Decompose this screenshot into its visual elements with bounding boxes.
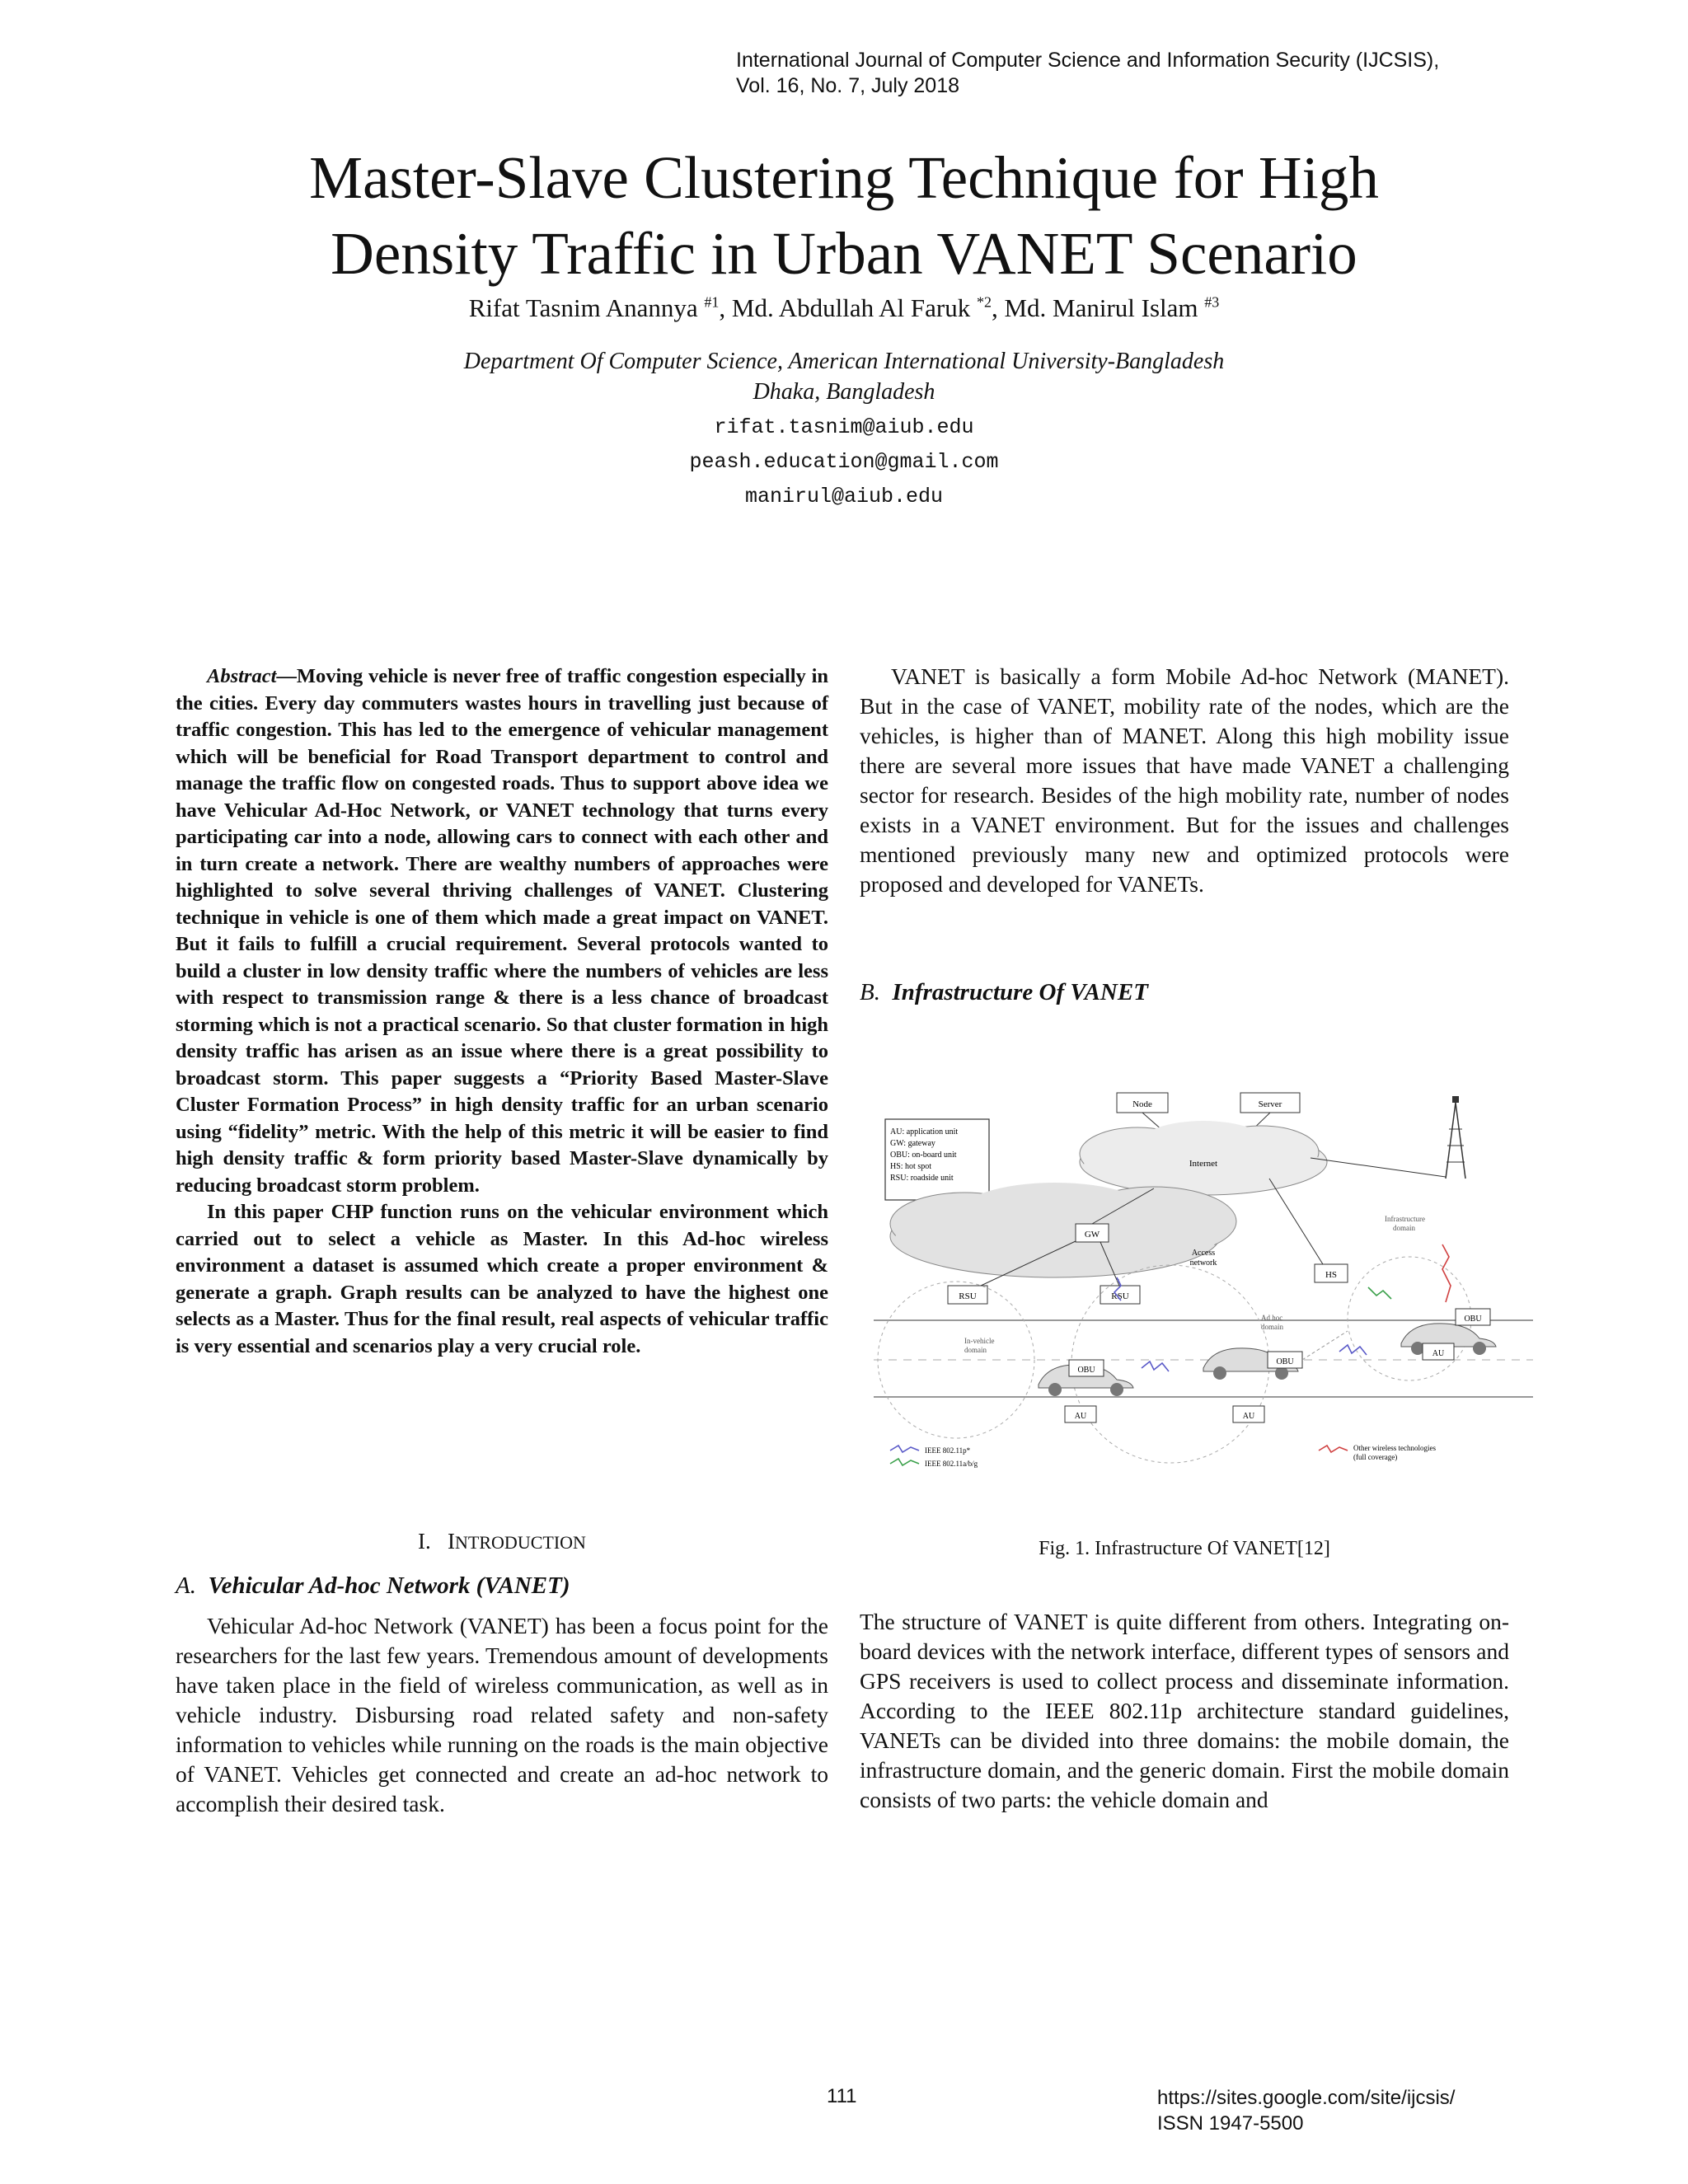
legend-ieee-abg: IEEE 802.11a/b/g xyxy=(925,1460,978,1468)
subsection-title: Vehicular Ad-hoc Network (VANET) xyxy=(208,1572,570,1599)
legend-item: OBU: on-board unit xyxy=(890,1151,957,1160)
page-number: 111 xyxy=(827,2085,857,2107)
legend-item: AU: application unit xyxy=(890,1127,959,1137)
journal-url-link[interactable]: https://sites.google.com/site/ijcsis/ xyxy=(1157,2087,1456,2109)
author-name: Md. Abdullah Al Faruk xyxy=(731,293,971,322)
hs-label: HS xyxy=(1325,1270,1338,1280)
server-label: Server xyxy=(1258,1099,1282,1109)
legend-other-wireless-2: (full coverage) xyxy=(1353,1453,1398,1461)
adhoc-domain-label-2: domain xyxy=(1261,1323,1283,1331)
obu-label: OBU xyxy=(1276,1357,1294,1366)
right-column-top xyxy=(860,662,1509,899)
journal-volume: Vol. 16, No. 7, July 2018 xyxy=(736,74,960,97)
invehicle-label-1: In-vehicle xyxy=(964,1337,995,1345)
body-paragraph: The structure of VANET is quite different from others. Integrating on-board devices with the network interface, different types of sensors and GPS receivers is used to collect process and disseminate information. According to the IEEE 802.11p architecture standard guidelines, VANETs can be divided into three domains: the mobile domain, the infrastructure domain, and the generic domain. First the mobile domain consists of two parts: the vehicle domain and xyxy=(860,1609,1509,1812)
subsection-heading-vanet xyxy=(176,1572,570,1600)
abstract-paragraph xyxy=(176,663,828,1199)
journal-name: International Journal of Computer Science and Information Security (IJCSIS), xyxy=(736,49,1440,72)
au-label: AU xyxy=(1432,1349,1445,1358)
author-list: Rifat Tasnim Anannya $^{\#1}$, Md. Abdullah Al Faruk $^{*2}$, Md. Manirul Islam $^{\#3}$ xyxy=(468,293,1220,322)
email-link[interactable]: manirul@aiub.edu xyxy=(744,485,944,509)
access-network-cloud xyxy=(890,1183,1236,1277)
figure-caption: Fig. 1. Infrastructure Of VANET[12] xyxy=(1039,1538,1330,1559)
section-title-rest: NTRODUCTION xyxy=(455,1532,586,1553)
invehicle-label-2: domain xyxy=(964,1346,987,1354)
obu-label: OBU xyxy=(1464,1315,1482,1324)
body-paragraph: VANET is basically a form Mobile Ad-hoc Network (MANET). But in the case of VANET, mobility rate of the nodes, which are the vehicles, is higher than of MANET. Along this high mobility issue there are several more issues that have made VANET a challenging sector for research. Besides of the high mobility rate, number of nodes exists in a VANET environment. But for the issues and challenges mentioned previously many new and optimized protocols were proposed and developed for VANETs. xyxy=(860,663,1509,897)
au-label: AU xyxy=(1074,1412,1087,1421)
author-mark: *2 xyxy=(976,293,992,311)
title-line-2: Density Traffic in Urban VANET Scenario xyxy=(331,220,1357,287)
abstract-text: —Moving vehicle is never free of traffic congestion especially in the cities. Every day commuters wastes hours in travelling just because of traffic congestion. This has led to the emergence of vehicular management which will be beneficial for Road Transport department to control and manage the traffic flow on congested roads. Thus to support above idea we have Vehicular Ad-Hoc Network, or VANET technology that turns every participating car into a node, allowing cars to connect with each other and in turn create a network. There are wealthy numbers of approaches were highlighted to solve several thriving challenges of VANET. Clustering technique in vehicle is one of them which made a great impact on VANET. But it fails to fulfill a crucial requirement. Several protocols wanted to build a cluster in low density traffic where the numbers of vehicles are less with respect to transmission range & there is a less chance of broadcast storming which is not a practical scenario. So that cluster formation in high density traffic has arisen as an issue where there is a great possibility to broadcast storm. This paper suggests a “Priority Based Master-Slave Cluster Formation Process” in high density traffic for an urban scenario using “fidelity” metric. With the help of this metric it will be easier to find high density traffic & form priority based Master-Slave dynamically by reducing broadcast storm problem. xyxy=(176,665,828,1197)
legend-other-wireless-1: Other wireless technologies xyxy=(1353,1444,1436,1452)
affiliation-line-1: Department Of Computer Science, American International University-Bangladesh xyxy=(463,349,1225,374)
infra-domain-label-2: domain xyxy=(1393,1224,1415,1232)
au-label: AU xyxy=(1242,1412,1255,1421)
rsu-label: RSU xyxy=(959,1291,977,1301)
abstract xyxy=(176,663,828,1360)
access-label-2: network xyxy=(1189,1258,1217,1268)
internet-cloud xyxy=(1080,1121,1327,1195)
node-label: Node xyxy=(1132,1099,1152,1109)
journal-header xyxy=(736,48,1439,99)
title-line-1: Master-Slave Clustering Technique for High xyxy=(309,144,1379,211)
paper-title xyxy=(165,140,1523,292)
access-label-1: Access xyxy=(1191,1249,1216,1258)
obu-label: OBU xyxy=(1077,1366,1095,1375)
infra-domain-label-1: Infrastructure xyxy=(1385,1215,1425,1223)
legend-item: RSU: roadside unit xyxy=(890,1174,954,1183)
gw-label: GW xyxy=(1084,1230,1100,1240)
affiliation-line-2: Dhaka, Bangladesh xyxy=(753,379,935,405)
abstract-label: Abstract xyxy=(207,665,277,687)
affiliation xyxy=(165,346,1523,407)
author-name: Rifat Tasnim Anannya xyxy=(468,293,698,322)
subsection-number: A. xyxy=(176,1572,196,1599)
email-link[interactable]: rifat.tasnim@aiub.edu xyxy=(714,415,974,439)
rsu-label: RSU xyxy=(1111,1291,1129,1301)
section-title-initial: I xyxy=(448,1529,456,1554)
subsection-title: Infrastructure Of VANET xyxy=(892,979,1148,1005)
section-heading-introduction xyxy=(176,1529,828,1554)
email-link[interactable]: peash.education@gmail.com xyxy=(689,450,999,474)
footer-info xyxy=(1157,2085,1455,2136)
author-mark: #3 xyxy=(1204,293,1220,311)
tower-icon xyxy=(1446,1096,1465,1179)
body-paragraph: Vehicular Ad-hoc Network (VANET) has been a focus point for the researchers for the last few years. Tremendous amount of developments have taken place in the field of wireless communication, as well as in vehicle industry. Disbursing road related safety and non-safety information to vehicles while running on the roads is the main objective of VANET. Vehicles get connected and create an ad-hoc network to accomplish their desired task. xyxy=(176,1613,828,1816)
legend-item: HS: hot spot xyxy=(890,1162,932,1171)
section-number: I. xyxy=(418,1529,431,1554)
author-name: Md. Manirul Islam xyxy=(1004,293,1198,322)
subsection-number: B. xyxy=(860,979,880,1005)
email-list xyxy=(165,410,1523,514)
legend-ieee-p: IEEE 802.11p* xyxy=(925,1446,971,1455)
internet-label: Internet xyxy=(1189,1159,1218,1169)
infrastructure-figure xyxy=(874,1080,1533,1483)
issn: ISSN 1947-5500 xyxy=(1157,2112,1304,2135)
abstract-paragraph-2: In this paper CHP function runs on the vehicular environment which carried out to select a vehicle as Master. In this Ad-hoc wireless environment a dataset is assumed which create a proper environment & generate a graph. Graph results can be analyzed to have the highest one selects as a Master. Thus for the final result, real aspects of vehicular traffic is very essential and scenarios play a very crucial role. xyxy=(176,1201,828,1357)
legend-item: GW: gateway xyxy=(890,1139,935,1148)
author-mark: #1 xyxy=(704,293,720,311)
subsection-heading-infrastructure xyxy=(860,979,1148,1006)
intro-body xyxy=(176,1611,828,1819)
adhoc-domain-label-1: Ad hoc xyxy=(1261,1314,1283,1322)
right-column-bottom xyxy=(860,1607,1509,1815)
